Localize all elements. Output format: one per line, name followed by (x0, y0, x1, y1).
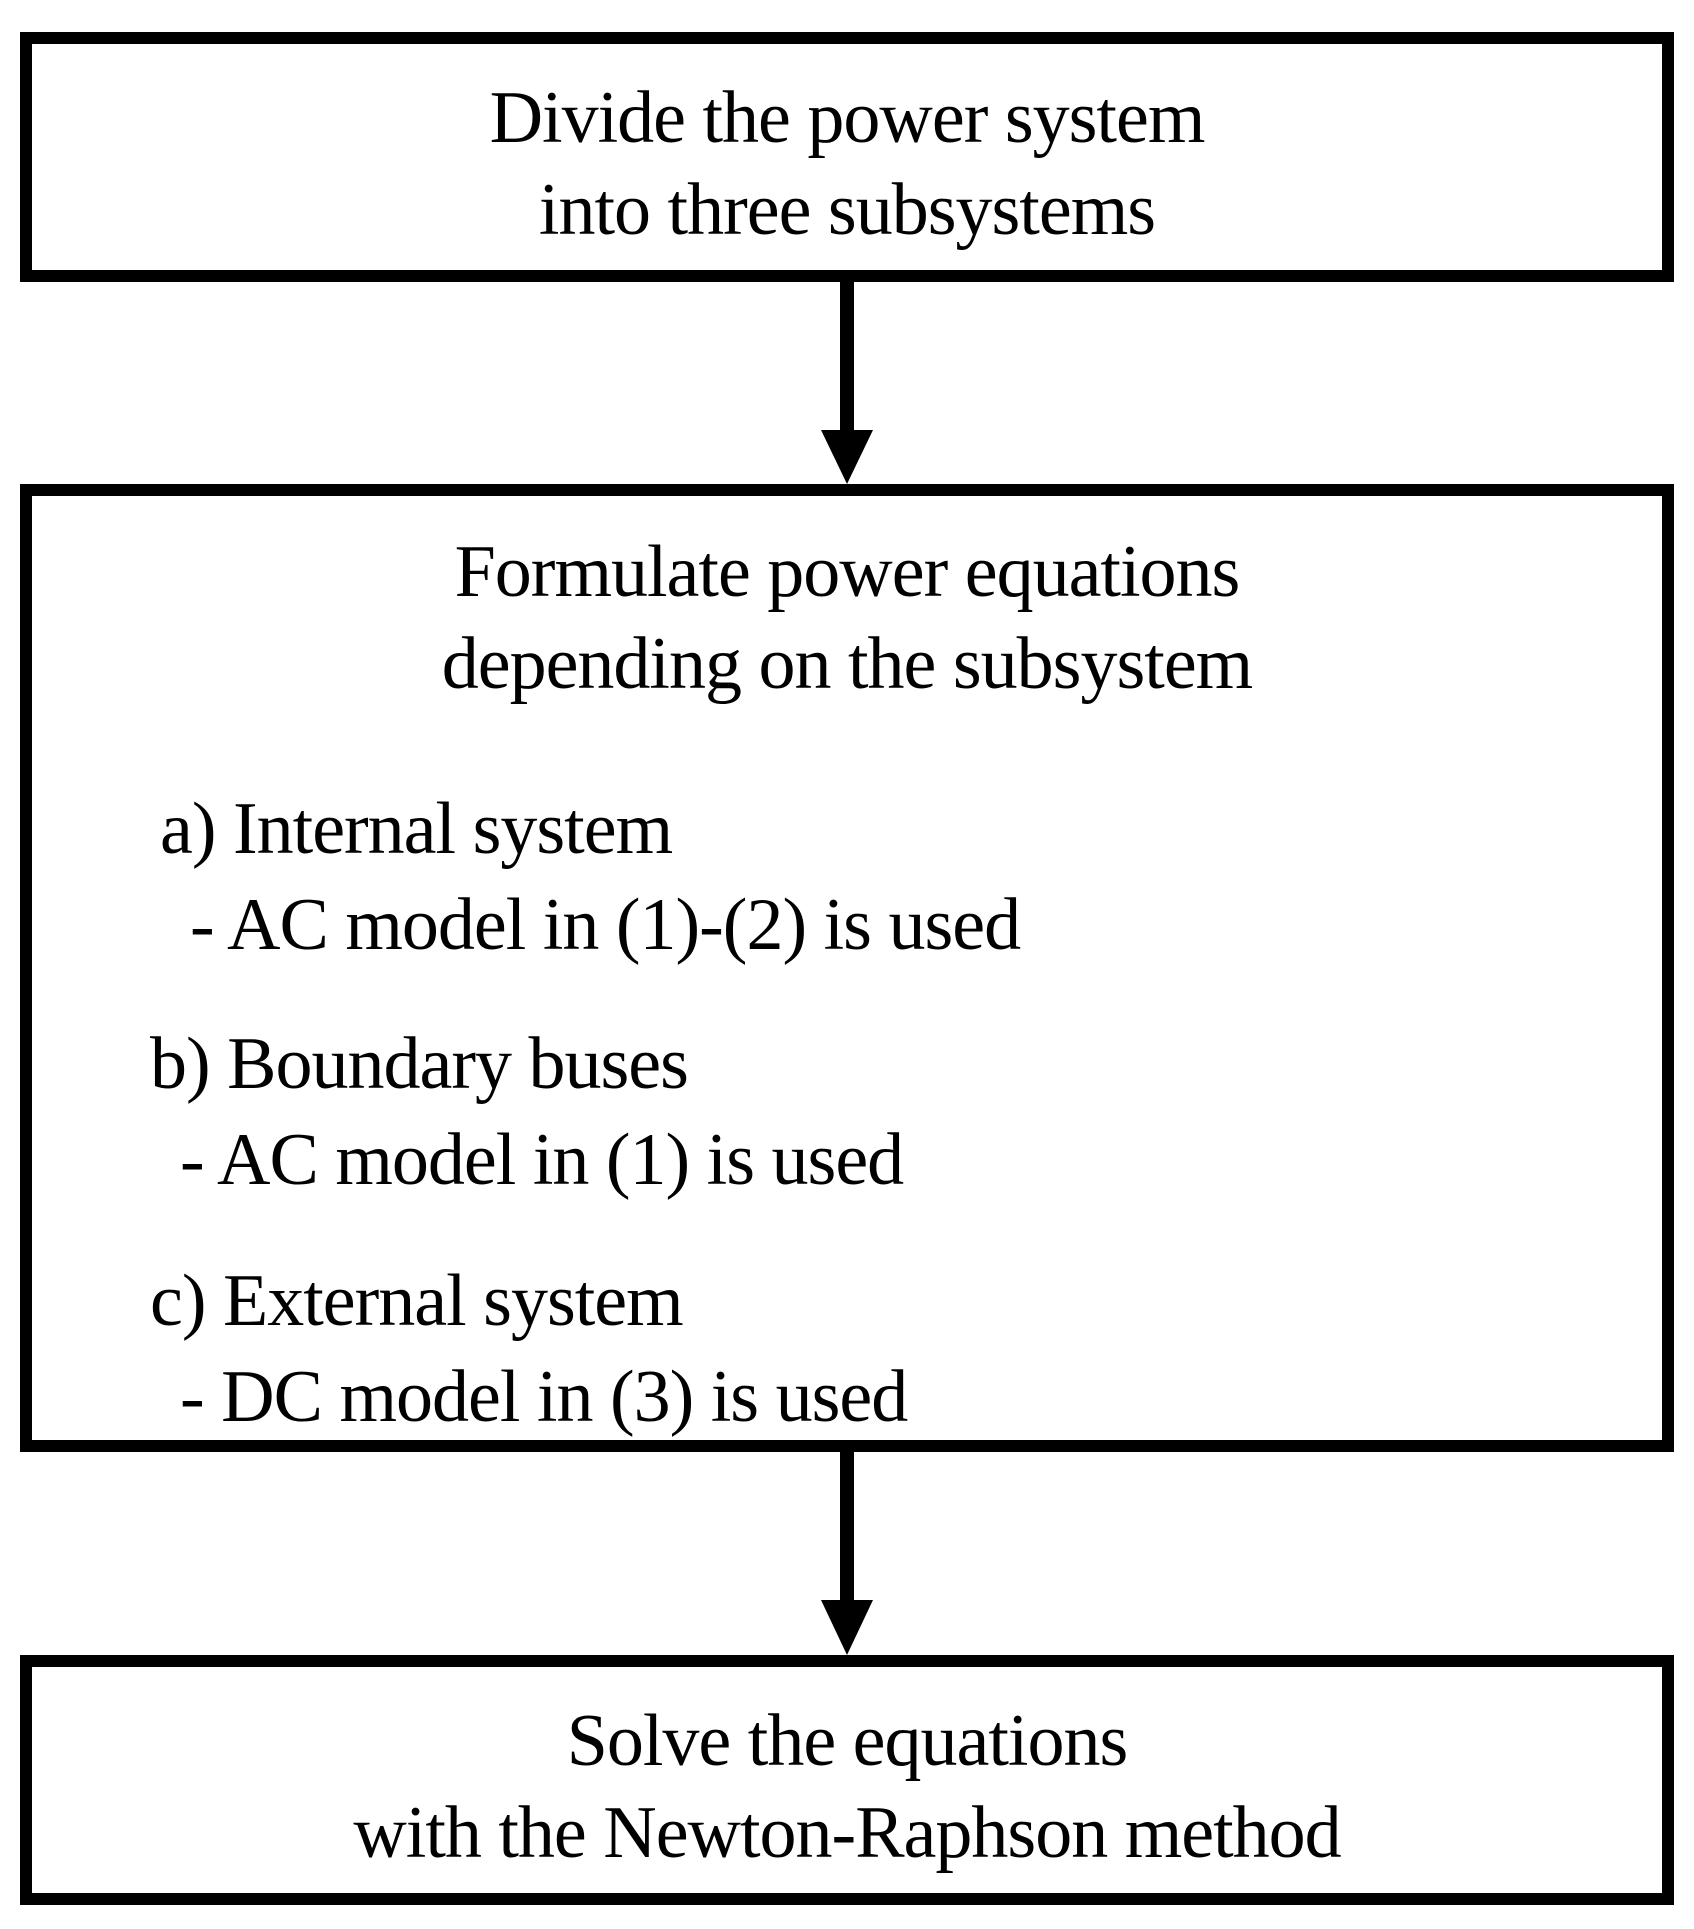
step-divide-line2: into three subsystems (538, 169, 1156, 251)
subsystem-internal (160, 781, 1020, 973)
subsystem-external-title: c) External system (150, 1260, 683, 1342)
arrow-formulate-to-solve (797, 1452, 897, 1655)
subsystem-internal-title: a) Internal system (160, 788, 673, 870)
arrow-divide-to-formulate (797, 282, 897, 484)
step-formulate-line1: Formulate power equations (454, 531, 1240, 613)
subsystem-boundary-detail: - AC model in (1) is used (180, 1119, 904, 1201)
step-divide-line1: Divide the power system (489, 77, 1205, 159)
subsystem-external (150, 1253, 907, 1445)
step-divide-text (32, 72, 1662, 256)
subsystem-external-detail: - DC model in (3) is used (180, 1356, 908, 1438)
step-solve-line2: with the Newton-Raphson method (353, 1792, 1341, 1874)
step-solve-text (32, 1695, 1662, 1879)
subsystem-internal-detail: - AC model in (1)-(2) is used (190, 884, 1021, 966)
step-formulate-text (32, 526, 1662, 710)
subsystem-boundary-title: b) Boundary buses (150, 1023, 688, 1105)
step-divide-box (20, 32, 1674, 282)
step-solve-box (20, 1655, 1674, 1905)
subsystem-boundary (150, 1016, 903, 1208)
step-formulate-box (20, 484, 1674, 1452)
step-solve-line1: Solve the equations (566, 1700, 1128, 1782)
step-formulate-line2: depending on the subsystem (441, 623, 1253, 705)
